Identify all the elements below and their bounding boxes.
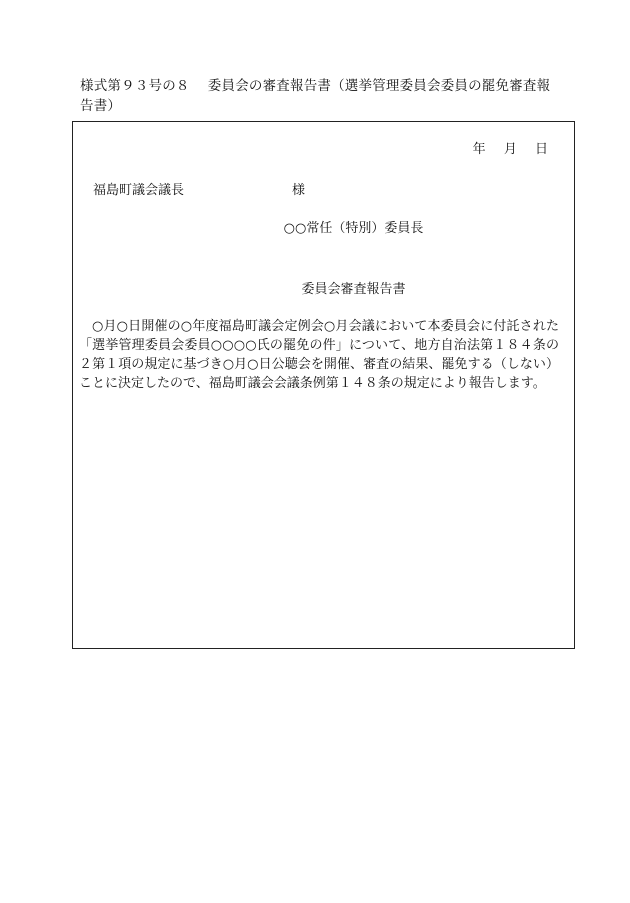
sender: ○○常任（特別）委員長 [283, 221, 424, 236]
report-title: 委員会審査報告書 [301, 282, 406, 297]
report-body: ○月○日開催の○年度福島町議会定例会○月会議において本委員会に付託された「選挙管理委員会委員○○○○氏の罷免の件」について、地方自治法第１８４条の２第１項の規定に基づき○月○日公聴会を開催、審査の結果、罷免する（しない）ことに決定したので、福島町議会会議条例第１４８条の規定により報告します。 [79, 319, 559, 391]
honorific: 様 [292, 183, 306, 198]
addressee: 福島町議会議長 [93, 183, 185, 198]
date-line [459, 138, 548, 157]
date-year: 年 [472, 142, 486, 157]
report-form [72, 121, 575, 649]
date-month: 月 [503, 142, 517, 157]
form-heading: 様式第９３号の８ 委員会の審査報告書（選挙管理委員会委員の罷免審査報告書） [80, 78, 551, 114]
date-day: 日 [534, 142, 548, 157]
